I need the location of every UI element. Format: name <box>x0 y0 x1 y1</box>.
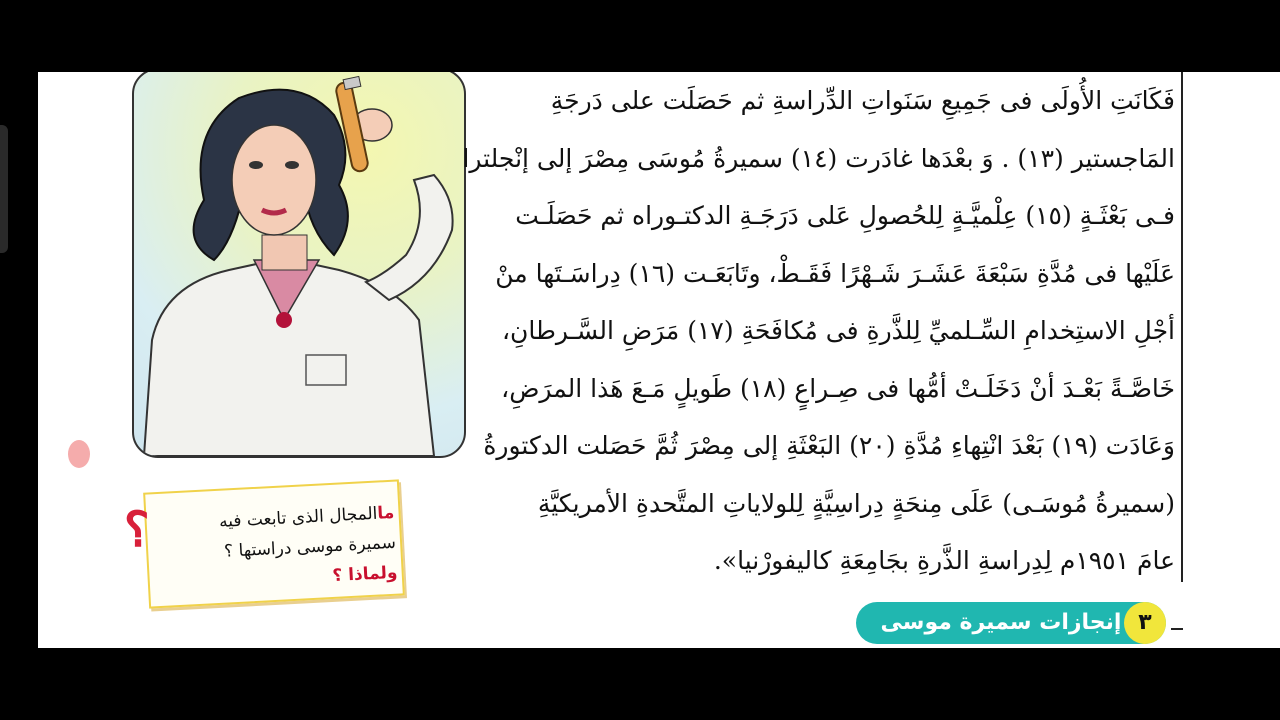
passage-line: خَاصَّـةً بَعْـدَ أنْ دَخَلَـتْ أمُّها فى صِـراعٍ (١٨) طَويلٍ مَـعَ هَذا المرَضِ، <box>501 373 1175 403</box>
section-heading-pill <box>856 602 1166 644</box>
passage-line: فـى بَعْثَـةٍ (١٥) عِلْميَّـةٍ لِلحُصولِ عَلى دَرَجَـةِ الدكتـوراه ثم حَصَلَـت <box>515 201 1175 230</box>
record-indicator <box>68 440 90 468</box>
passage-line: أجْلِ الاستِخدامِ السِّـلميِّ لِلذَّرةِ فى مُكافَحَةِ (١٧) مَرَضِ السَّـرطانِ، <box>501 316 1175 345</box>
passage-line: عامَ ١٩٥١م لِدِراسةِ الذَّرةِ بجَامِعَةِ كاليفورْنيا». <box>713 546 1175 575</box>
scientist-illustration <box>132 72 466 458</box>
book-page <box>38 72 1280 648</box>
passage-line: المَاجستير (١٣) . وَ بعْدَها غادَرت (١٤) سميرةُ مُوسَى مِصْرَ إلى إنْجلترا <box>462 143 1175 173</box>
question-mark-icon: ؟ <box>124 502 150 558</box>
question-line-1-text: المجال الذى تابعت فيه <box>218 503 378 532</box>
passage-line: وَعَادَت (١٩) بَعْدَ انْتِهاءِ مُدَّةِ (٢٠) البَعْثَةِ إلى مِصْرَ ثُمَّ حَصَلت الدكتورةُ <box>483 431 1175 460</box>
passage-line: فَكَانَتِ الأُولَى فى جَمِيعِ سَنَواتِ الدِّراسةِ ثم حَصَلَت على دَرجَةِ <box>550 86 1175 115</box>
scientist-drawing <box>134 72 464 456</box>
question-text <box>156 498 398 600</box>
story-passage <box>462 72 1183 590</box>
question-prefix: ما <box>376 502 395 524</box>
passage-line: عَلَيْها فى مُدَّةِ سَبْعَةَ عَشَـرَ شَـهْرًا فَقَـطْ، وتَابَعَـت (١٦) دِراسَـتَها منْ <box>495 258 1175 288</box>
margin-rule-tick <box>1171 628 1183 630</box>
section-number: ٣ <box>1124 602 1166 644</box>
margin-rule <box>1181 72 1183 582</box>
section-title: إنجازات سميرة موسى <box>880 610 1122 635</box>
passage-line: (سميرةُ مُوسَـى) عَلَى مِنحَةٍ دِراسِيَّةٍ لِلولاياتِ المتَّحدةِ الأمريكيَّةِ <box>537 488 1175 518</box>
side-handle[interactable] <box>0 125 8 253</box>
question-emphasis: ولماذا ؟ <box>331 562 398 587</box>
question-line-2: سميرة موسى دراستها ؟ <box>223 532 397 562</box>
